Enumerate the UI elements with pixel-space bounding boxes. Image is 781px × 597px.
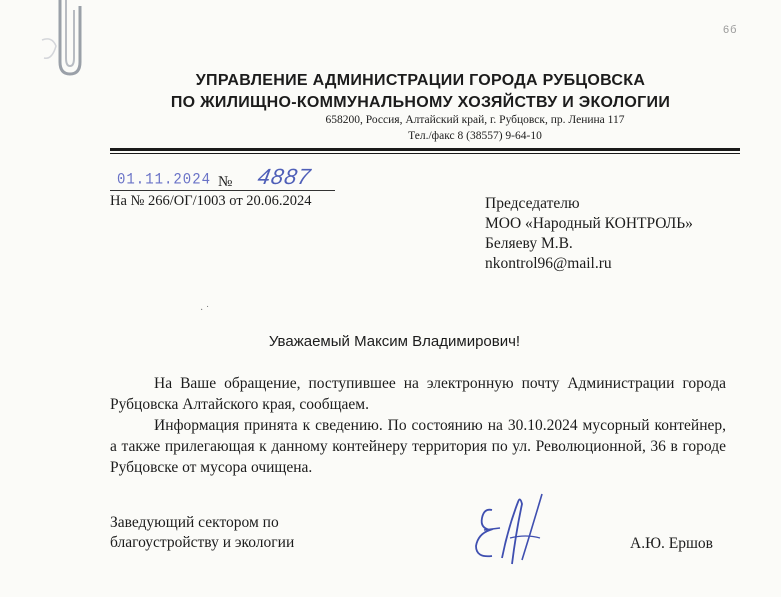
reference-number: На № 266/ОГ/1003 от 20.06.2024	[110, 193, 312, 209]
registration-date-stamp: 01.11.2024	[117, 171, 212, 189]
signatory-position-line2: благоустройству и экологии	[110, 534, 295, 551]
organization-phone: Тел./факс 8 (38557) 9-64-10	[408, 130, 542, 142]
body-paragraph-1-text: На Ваше обращение, поступившее на электронную почту Администрации города Рубцовска Алтайского края, сообщаем.	[110, 375, 726, 413]
organization-name-line2: ПО ЖИЛИЩНО-КОММУНАЛЬНОМУ ХОЗЯЙСТВУ И ЭКОЛОГИИ	[170, 94, 671, 111]
registration-underline	[110, 190, 335, 191]
body-paragraph-1	[110, 373, 726, 415]
number-sign: №	[218, 174, 233, 190]
organization-name-line1: УПРАВЛЕНИЕ АДМИНИСТРАЦИИ ГОРОДА РУБЦОВСКА	[195, 72, 646, 89]
signatory-position-line1: Заведующий сектором по	[110, 514, 279, 531]
registration-number: 4887	[255, 164, 314, 189]
handwritten-signature	[462, 488, 572, 568]
organization-address: 658200, Россия, Алтайский край, г. Рубцовск, пр. Ленина 117	[325, 114, 625, 126]
recipient-name: Беляеву М.В.	[485, 235, 573, 252]
signatory-name: А.Ю. Ершов	[630, 535, 713, 552]
body-paragraph-2-text: Информация принята к сведению. По состоянию на 30.10.2024 мусорный контейнер, а также прилегающая к данному контейнеру территория по ул. Революционной, 36 в городе Рубцовске от мусора очищена.	[110, 417, 726, 476]
header-rule-thick	[110, 148, 740, 151]
body-paragraph-2	[110, 415, 726, 478]
header-rule-thin	[110, 153, 740, 154]
scan-specks: · ˙	[200, 305, 210, 316]
greeting: Уважаемый Максим Владимирович!	[268, 333, 521, 350]
recipient-email: nkontrol96@mail.ru	[485, 255, 612, 272]
corner-handwritten-mark: 6б	[723, 24, 738, 36]
recipient-organization: МОО «Народный КОНТРОЛЬ»	[485, 215, 693, 232]
recipient-title: Председателю	[485, 195, 580, 212]
